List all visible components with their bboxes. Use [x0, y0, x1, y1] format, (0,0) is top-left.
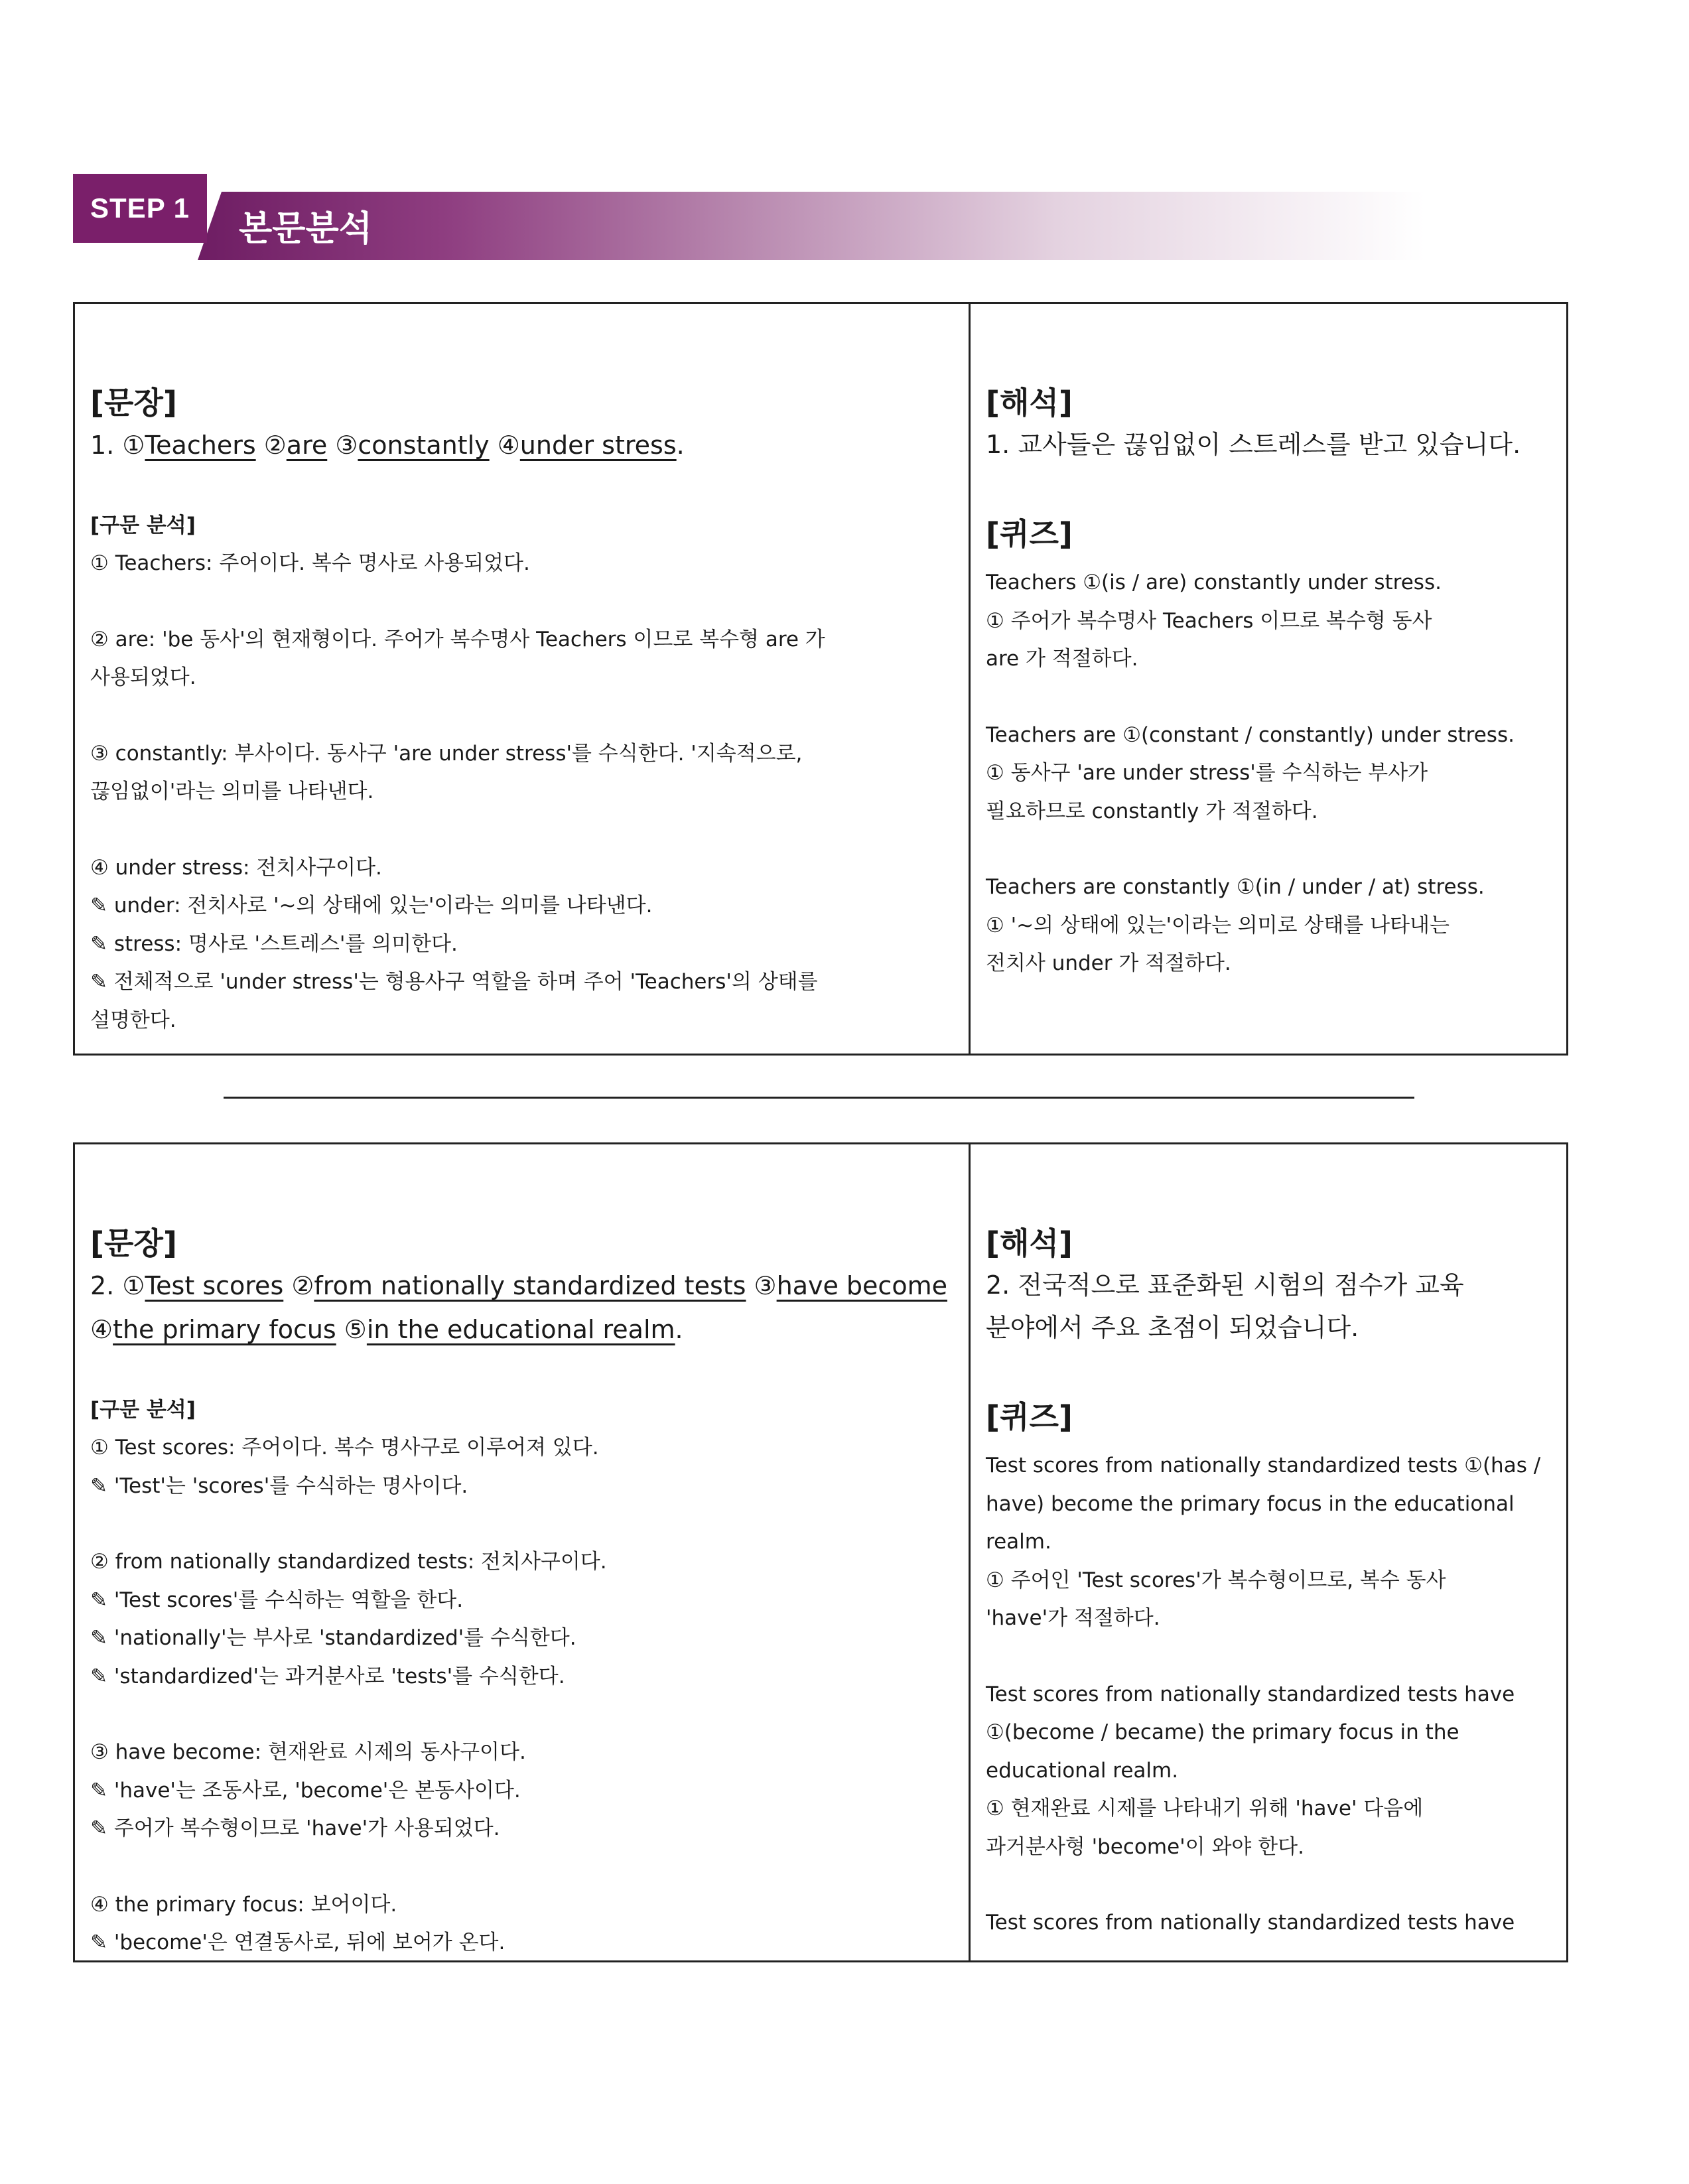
quiz-line: Test scores from nationally standardized tests have	[986, 1682, 1515, 1706]
quiz-line: ① '~의 상태에 있는'이라는 의미로 상태를 나타내는	[986, 913, 1450, 937]
analysis-line: ① Test scores: 주어이다. 복수 명사구로 이루어져 있다.	[90, 1436, 599, 1460]
quiz-line: realm.	[986, 1530, 1051, 1554]
analysis-line: 설명한다.	[90, 1008, 176, 1032]
analysis-list	[90, 1429, 951, 1962]
analysis-line: ✎ 'become'은 연결동사로, 뒤에 보어가 온다.	[90, 1931, 506, 1954]
quiz-item	[986, 868, 1549, 983]
section-title: 본문분석	[239, 209, 372, 249]
analysis-line: 사용되었다.	[90, 665, 196, 689]
translation-heading: [해석]	[986, 1225, 1073, 1261]
quiz-line: Teachers are constantly ①(in / under / at) stress.	[986, 875, 1485, 899]
quiz-line: Teachers are ①(constant / constantly) under stress.	[986, 722, 1515, 747]
analysis-line: ③ have become: 현재완료 시제의 동사구이다.	[90, 1740, 526, 1764]
analysis-card-1	[73, 302, 1568, 1056]
sentence-column	[75, 304, 971, 1054]
quiz-line: ① 동사구 'are under stress'를 수식하는 부사가	[986, 761, 1428, 785]
sentence-phrase: constantly	[358, 431, 490, 460]
quiz-line: 'have'가 적절하다.	[986, 1606, 1160, 1630]
analysis-line: ✎ 'Test'는 'scores'를 수식하는 명사이다.	[90, 1473, 468, 1498]
quiz-line: are 가 적절하다.	[986, 647, 1138, 671]
analysis-item	[90, 545, 951, 583]
analysis-line: ✎ 주어가 복수형이므로 'have'가 사용되었다.	[90, 1816, 500, 1840]
analysis-item	[90, 621, 951, 697]
sentence-line	[90, 423, 951, 467]
sentence-text: ⑤	[336, 1315, 367, 1344]
analysis-line: ✎ stress: 명사로 '스트레스'를 의미한다.	[90, 931, 458, 956]
analysis-heading: [구문 분석]	[90, 1398, 196, 1422]
quiz-line: ① 현재완료 시제를 나타내기 위해 'have' 다음에	[986, 1797, 1424, 1820]
translation-column	[971, 1144, 1566, 1960]
analysis-line: ✎ 'nationally'는 부사로 'standardized'를 수식한다.	[90, 1626, 576, 1650]
sentence-line	[90, 1308, 951, 1351]
analysis-item	[90, 1734, 951, 1848]
analysis-line: ✎ 'have'는 조동사로, 'become'은 본동사이다.	[90, 1778, 521, 1803]
analysis-line: ② from nationally standardized tests: 전치사구이다.	[90, 1550, 607, 1574]
analysis-line: ✎ under: 전치사로 '~의 상태에 있는'이라는 의미를 나타낸다.	[90, 894, 653, 918]
sentence-text: 2.	[90, 1271, 123, 1300]
quiz-list	[986, 564, 1549, 983]
analysis-card-2	[73, 1142, 1568, 1962]
analysis-list	[90, 545, 951, 1040]
sentence	[90, 1264, 951, 1351]
sentence-text: ④	[489, 431, 520, 460]
sentence-text: ②	[255, 431, 287, 460]
quiz-line: 전치사 under 가 적절하다.	[986, 951, 1231, 975]
sentence-phrase: under stress	[519, 431, 677, 460]
sentence-text: ②	[283, 1271, 314, 1300]
sentence-text: ①	[122, 431, 145, 460]
translation-line: 분야에서 주요 초점이 되었습니다.	[986, 1313, 1359, 1342]
sentence-phrase: are	[286, 431, 328, 460]
sentence-phrase: in the educational realm	[366, 1315, 675, 1344]
analysis-line: ③ constantly: 부사이다. 동사구 'are under stress'를 수식한다. '지속적으로,	[90, 741, 803, 766]
quiz-line: educational realm.	[986, 1758, 1179, 1783]
analysis-line: ① Teachers: 주어이다. 복수 명사로 사용되었다.	[90, 551, 530, 575]
sentence-phrase: Teachers	[145, 431, 256, 460]
quiz-heading: [퀴즈]	[986, 1399, 1073, 1435]
sentence-heading: [문장]	[90, 1225, 177, 1261]
section-divider	[224, 1097, 1414, 1099]
analysis-item	[90, 1886, 951, 1962]
quiz-item	[986, 717, 1549, 831]
analysis-item	[90, 735, 951, 811]
translation-line: 1. 교사들은 끊임없이 스트레스를 받고 있습니다.	[986, 430, 1521, 459]
analysis-item	[90, 849, 951, 1040]
quiz-item	[986, 1676, 1549, 1867]
analysis-item	[90, 1543, 951, 1696]
sentence-text: 1.	[90, 431, 123, 460]
translation-line: 2. 전국적으로 표준화된 시험의 점수가 교육	[986, 1270, 1464, 1300]
translation	[986, 423, 1549, 466]
analysis-line: ④ under stress: 전치사구이다.	[90, 855, 382, 880]
step-label: STEP 1	[73, 174, 207, 243]
quiz-item	[986, 1904, 1549, 1943]
analysis-line: ④ the primary focus: 보어이다.	[90, 1892, 397, 1917]
translation	[986, 1264, 1549, 1349]
analysis-line: ✎ 'standardized'는 과거분사로 'tests'를 수식한다.	[90, 1664, 565, 1688]
quiz-line: ① 주어인 'Test scores'가 복수형이므로, 복수 동사	[986, 1568, 1446, 1592]
quiz-item	[986, 1447, 1549, 1638]
quiz-line: 과거분사형 'become'이 와야 한다.	[986, 1834, 1304, 1859]
analysis-item	[90, 1429, 951, 1505]
sentence-phrase: from nationally standardized tests	[314, 1271, 746, 1300]
analysis-line: ✎ 'Test scores'를 수식하는 역할을 한다.	[90, 1588, 464, 1612]
sentence	[90, 423, 951, 467]
sentence-text: ①	[122, 1271, 145, 1300]
sentence-line	[90, 1264, 951, 1308]
translation-heading: [해석]	[986, 385, 1073, 421]
sentence-column	[75, 1144, 971, 1960]
analysis-line: ✎ 전체적으로 'under stress'는 형용사구 역할을 하며 주어 'Teachers'의 상태를	[90, 970, 818, 994]
step-title-bar	[198, 192, 1425, 260]
quiz-line: have) become the primary focus in the educational	[986, 1491, 1515, 1516]
sentence-phrase: Test scores	[145, 1271, 284, 1300]
quiz-line: ① 주어가 복수명사 Teachers 이므로 복수형 동사	[986, 608, 1432, 633]
translation-column	[971, 304, 1566, 1054]
quiz-item	[986, 564, 1549, 679]
quiz-heading: [퀴즈]	[986, 516, 1073, 552]
quiz-line: Test scores from nationally standardized tests ①(has /	[986, 1454, 1541, 1477]
sentence-text: ③	[327, 431, 358, 460]
quiz-line: ①(become / became) the primary focus in the	[986, 1720, 1459, 1744]
analysis-line: 끊임없이'라는 의미를 나타낸다.	[90, 780, 374, 803]
sentence-phrase: the primary focus	[113, 1315, 336, 1344]
analysis-heading: [구문 분석]	[90, 513, 196, 537]
quiz-line: Teachers ①(is / are) constantly under stress.	[986, 571, 1442, 594]
analysis-line: ② are: 'be 동사'의 현재형이다. 주어가 복수명사 Teachers 이므로 복수형 are 가	[90, 627, 825, 651]
quiz-list	[986, 1447, 1549, 1943]
sentence-text: .	[676, 431, 685, 460]
sentence-phrase: have become	[776, 1271, 947, 1300]
sentence-text: .	[675, 1315, 683, 1344]
sentence-heading: [문장]	[90, 385, 177, 421]
quiz-line: 필요하므로 constantly 가 적절하다.	[986, 799, 1318, 823]
sentence-text: ③	[746, 1271, 777, 1300]
quiz-line: Test scores from nationally standardized tests have	[986, 1911, 1515, 1935]
sentence-text: ④	[90, 1315, 113, 1344]
step-banner	[73, 174, 1367, 260]
